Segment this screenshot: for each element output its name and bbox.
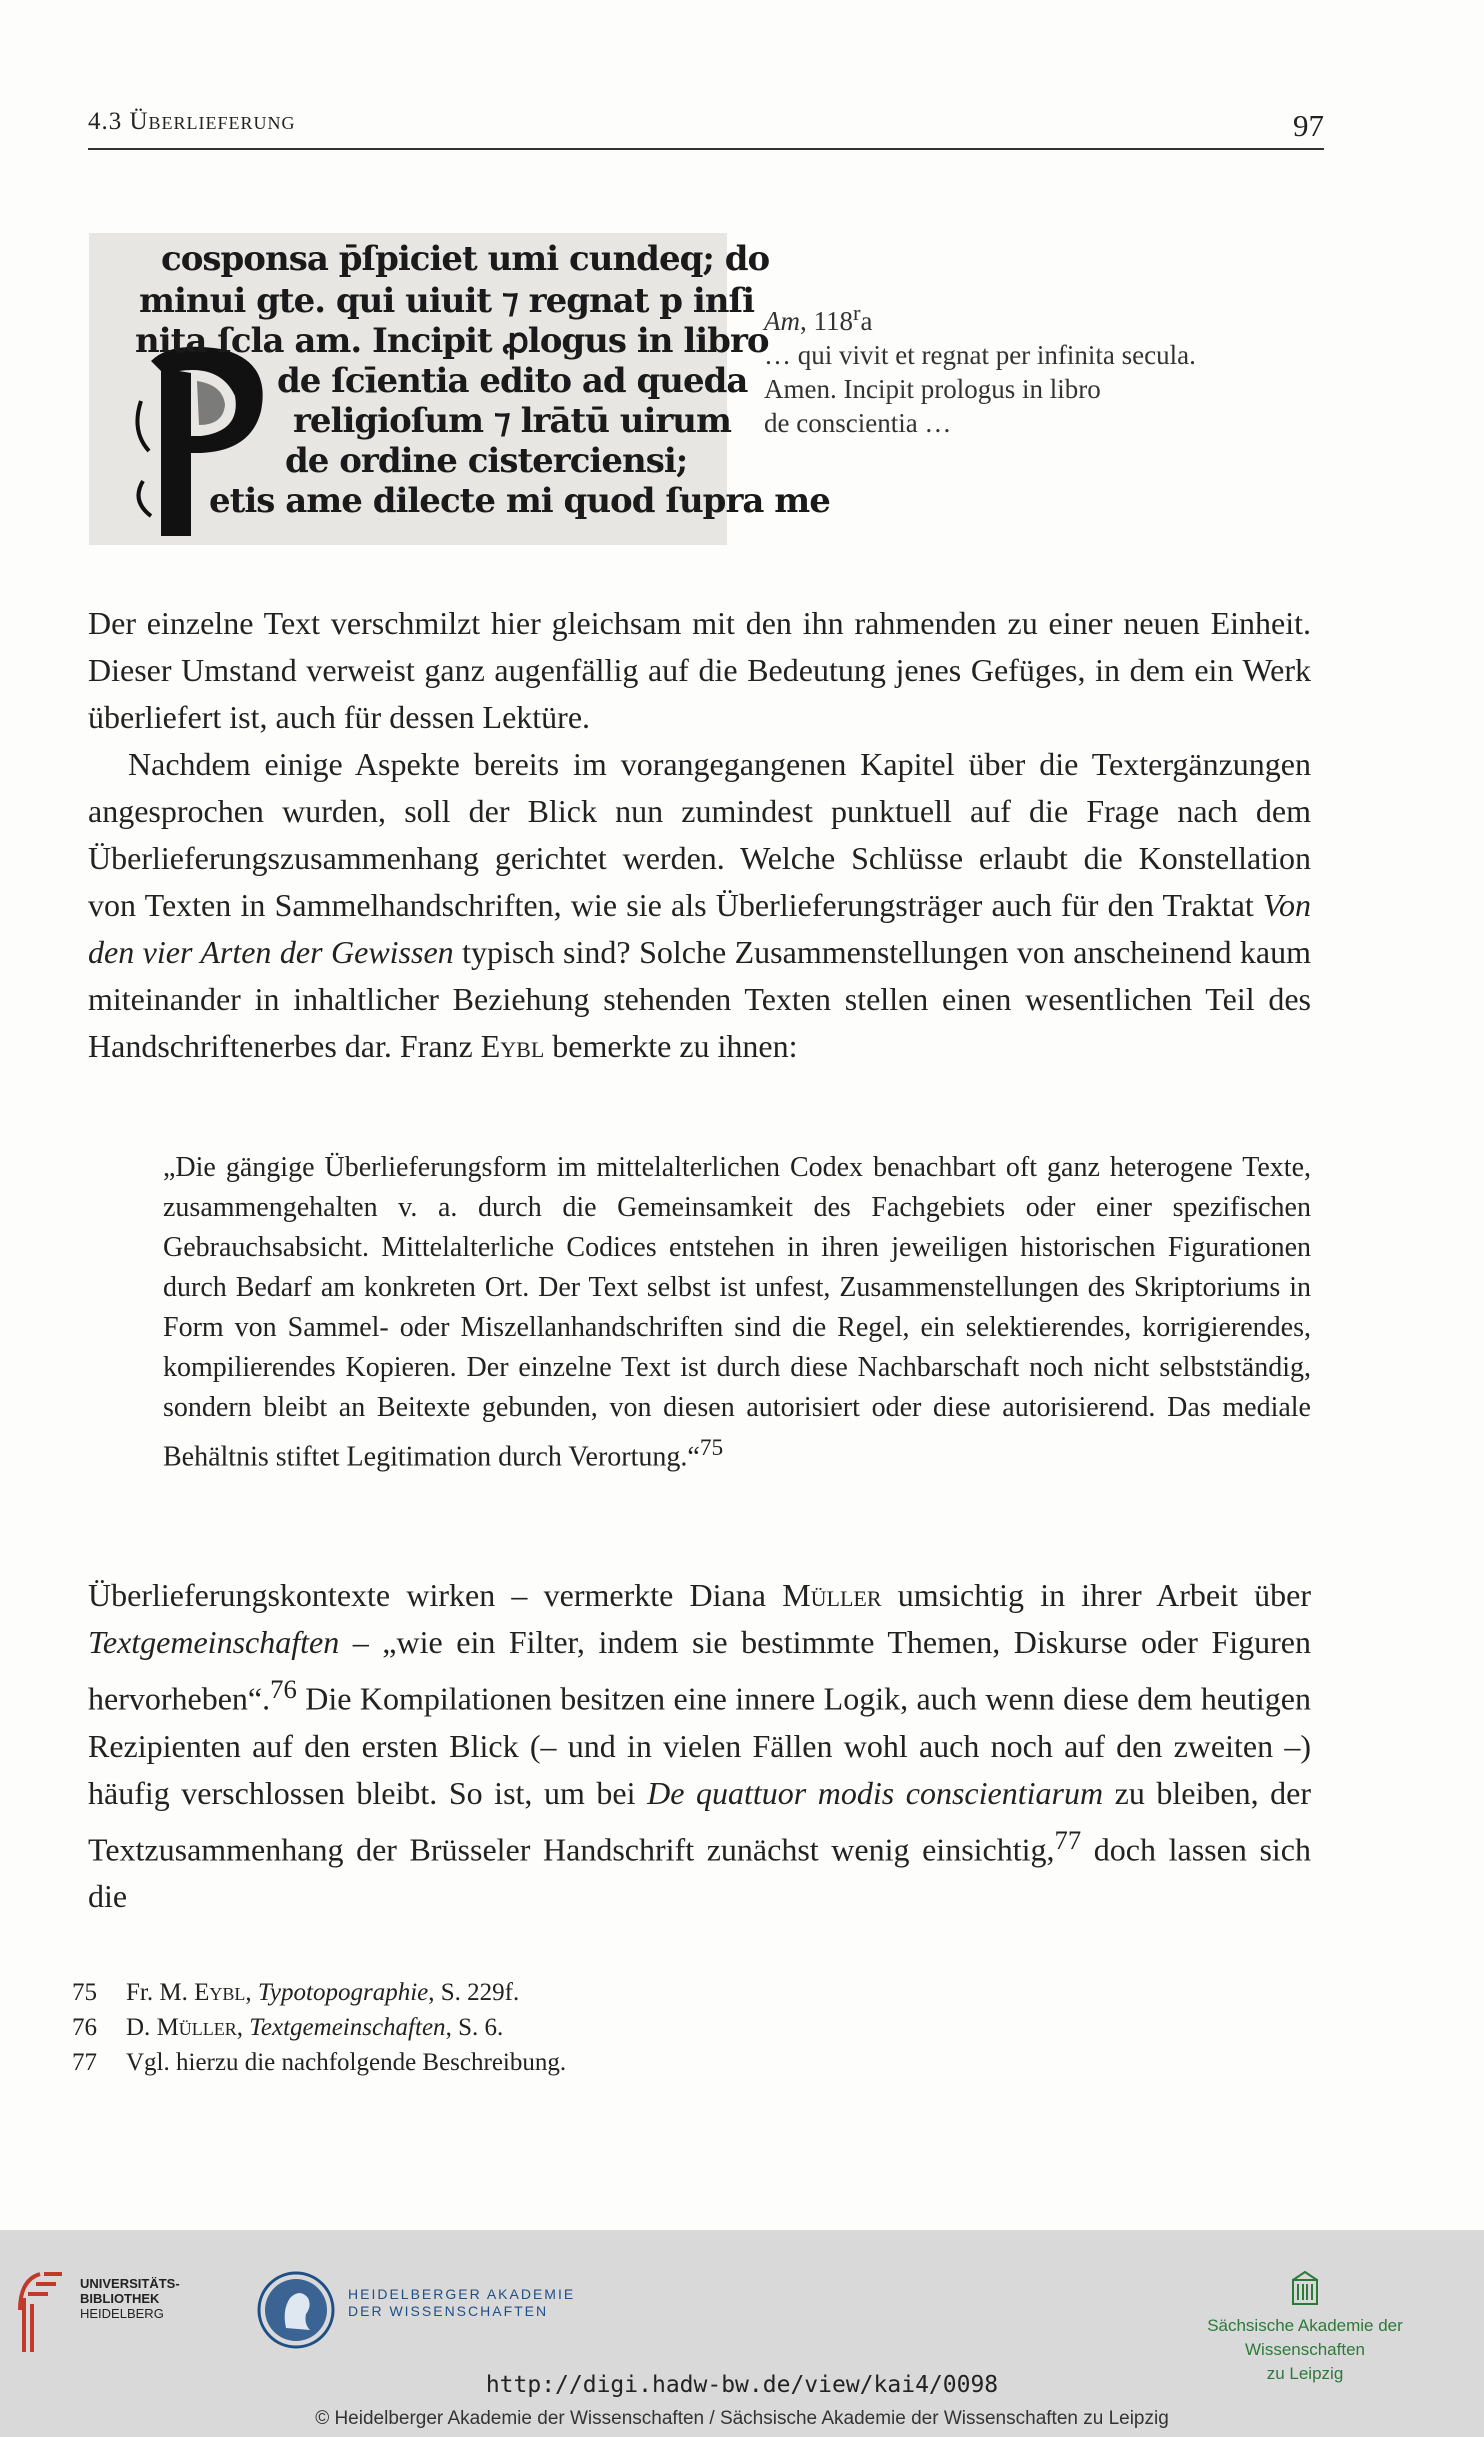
caption-line: de conscientia … [764, 408, 952, 438]
work-title: De quattuor modis conscientiarum [647, 1774, 1104, 1811]
caption-source-line [764, 296, 1196, 338]
footnotes [72, 1975, 566, 2080]
footnote [72, 2045, 566, 2080]
university-library-name[interactable] [80, 2276, 180, 2321]
work-title: Textgemeinschaften [249, 2014, 446, 2041]
saw-line: Sächsische Akademie der Wissenschaften [1207, 2316, 1403, 2359]
manuscript-line: de ſcīentia edito ad queda [277, 361, 748, 401]
academy-seal-icon[interactable] [256, 2270, 336, 2350]
section-number: 4.3 [88, 108, 123, 135]
manuscript-line: cosponsa p̄ſpiciet umi cundeq; do [161, 239, 770, 279]
caption-line: … qui vivit et regnat per infinita secula. [764, 340, 1196, 370]
viewer-footer [0, 2230, 1484, 2437]
university-library-logo-icon[interactable] [14, 2270, 66, 2356]
author-name: Eybl [480, 1028, 545, 1064]
page-number: 97 [1293, 108, 1324, 143]
body-text-lower [88, 1572, 1311, 1920]
footnote-ref[interactable]: 76 [270, 1674, 297, 1704]
caption-siglum: Am [764, 306, 800, 336]
author-name: Müller [156, 2014, 237, 2041]
manuscript-line: minui gte. qui uiuit ⁊ regnat p inſi [139, 281, 755, 321]
manuscript-line: religioſum ⁊ lrātū uirum [293, 401, 732, 441]
block-quote: „Die gängige Überlieferungsform im mittelalterlichen Codex benachbart oft ganz heterogene Texte, zusammengehalten v. a. durch die Gemeinsamkeit des Fachgebiets oder einer spezifischen Gebrauchsabsicht. Mittelalterliche Codices entstehen in ihren jeweiligen historischen Figurationen durch Bedarf am konkreten Ort. Der Text selbst ist unfest, Zusammenstellungen des Skriptoriums in Form von Sammel- oder Miszellanhandschriften sind die Regel, ein selektierendes, korrigierendes, kompilierendes Kopieren. Der einzelne Text ist durch diese Nachbarschaft noch nicht selbstständig, sondern bleibt an Beitexte gebunden, von diesen autorisiert oder diese autorisierend. Das mediale Behältnis stiftet Legitimation durch Verortung.“$^{75}$ [163, 1152, 1311, 1473]
section-title: Überlieferung [129, 108, 296, 135]
caption-line: Amen. Incipit prologus in libro [764, 374, 1101, 404]
hadw-line: HEIDELBERGER AKADEMIE [348, 2286, 576, 2302]
footnote-ref[interactable]: 75 [699, 1435, 724, 1461]
footnote: 76 D. Müller, Textgemeinschaften, S. 6. [72, 2010, 566, 2045]
work-title: Von den vier Arten der Gewissen [88, 887, 1311, 970]
caption-folio: , 118 [800, 306, 853, 336]
figure-caption [764, 296, 1196, 440]
body-text-upper [88, 600, 1311, 1070]
running-header [88, 108, 1324, 150]
hadw-line: DER WISSENSCHAFTEN [348, 2303, 549, 2319]
paragraph: Überlieferungskontexte wirken – vermerkte Diana Müller umsichtig in ihrer Arbeit über Textgemeinschaften – „wie ein Filter, indem sie bestimmte Themen, Diskurse oder Figuren hervorheben“.$^{76}$ Die Kompilationen besitzen eine innere Logik, auch wenn diese dem heutigen Rezipienten auf den ersten Blick (– und in vielen Fällen wohl auch noch auf den zweiten –) häufig verschlossen bleibt. So ist, um bei De quattuor modis conscientiarum zu bleiben, der Textzusammenhang der Brüsseler Handschrift zunächst wenig einsichtig,$^{77}$ doch lassen sich die [88, 1577, 1312, 1915]
author-name: Eybl [194, 1979, 246, 2006]
ub-line: BIBLIOTHEK [80, 2291, 160, 2306]
section-heading [88, 108, 296, 136]
caption-recto: r [853, 300, 861, 325]
ub-line: HEIDELBERG [80, 2306, 164, 2321]
copyright-notice: © Heidelberger Akademie der Wissenschaften / Sächsische Akademie der Wissenschaften zu Leipzig [315, 2408, 1169, 2429]
saw-line: zu Leipzig [1266, 2364, 1344, 2383]
manuscript-line: nita ſcla am. Incipit ꝓlogus in libro [135, 321, 769, 361]
footnote-number: 77 [72, 2049, 97, 2076]
ub-line: UNIVERSITÄTS- [80, 2276, 180, 2291]
work-title: Typotopographie [257, 1979, 429, 2006]
paragraph: Der einzelne Text verschmilzt hier gleichsam mit den ihn rahmenden zu einer neuen Einheit. Dieser Umstand verweist ganz augenfällig auf die Bedeutung jenes Gefüges, in dem ein Werk überliefert ist, auch für dessen Lektüre. [88, 605, 1311, 735]
footnote-number: 76 [72, 2014, 97, 2041]
footnote-text: Vgl. hierzu die nachfolgende Beschreibung. [126, 2049, 567, 2076]
work-title: Textgemeinschaften [88, 1624, 340, 1660]
manuscript-line: etis ame dilecte mi quod ſupra me [209, 481, 830, 521]
paragraph: Nachdem einige Aspekte bereits im vorangegangenen Kapitel über die Textergänzungen angesprochen wurden, soll der Blick nun zumindest punktuell auf die Frage nach dem Überlieferungszusammenhang gerichtet werden. Welche Schlüsse erlaubt die Konstellation von Texten in Sammelhandschriften, wie sie als Überlieferungsträger auch für den Traktat Von den vier Arten der Gewissen typisch sind? Solche Zusammenstellungen von anscheinend kaum miteinander in inhaltlicher Beziehung stehenden Texten stellen einen wesentlichen Teil des Handschriftenerbes dar. Franz Eybl bemerkte zu ihnen: [88, 746, 1312, 1064]
author-name: Müller [782, 1577, 882, 1613]
manuscript-line: de ordine cisterciensi; [285, 441, 688, 481]
caption-column: a [860, 306, 873, 336]
saxon-academy-building-icon[interactable] [1292, 2270, 1318, 2306]
heidelberg-academy-name[interactable] [348, 2286, 575, 2320]
footnote-ref[interactable]: 77 [1054, 1824, 1082, 1855]
permalink-url[interactable]: http://digi.hadw-bw.de/view/kai4/0098 [485, 2372, 999, 2398]
footnote-number: 75 [72, 1979, 97, 2006]
footnote: 75 Fr. M. Eybl, Typotopographie, S. 229f. [72, 1975, 566, 2010]
